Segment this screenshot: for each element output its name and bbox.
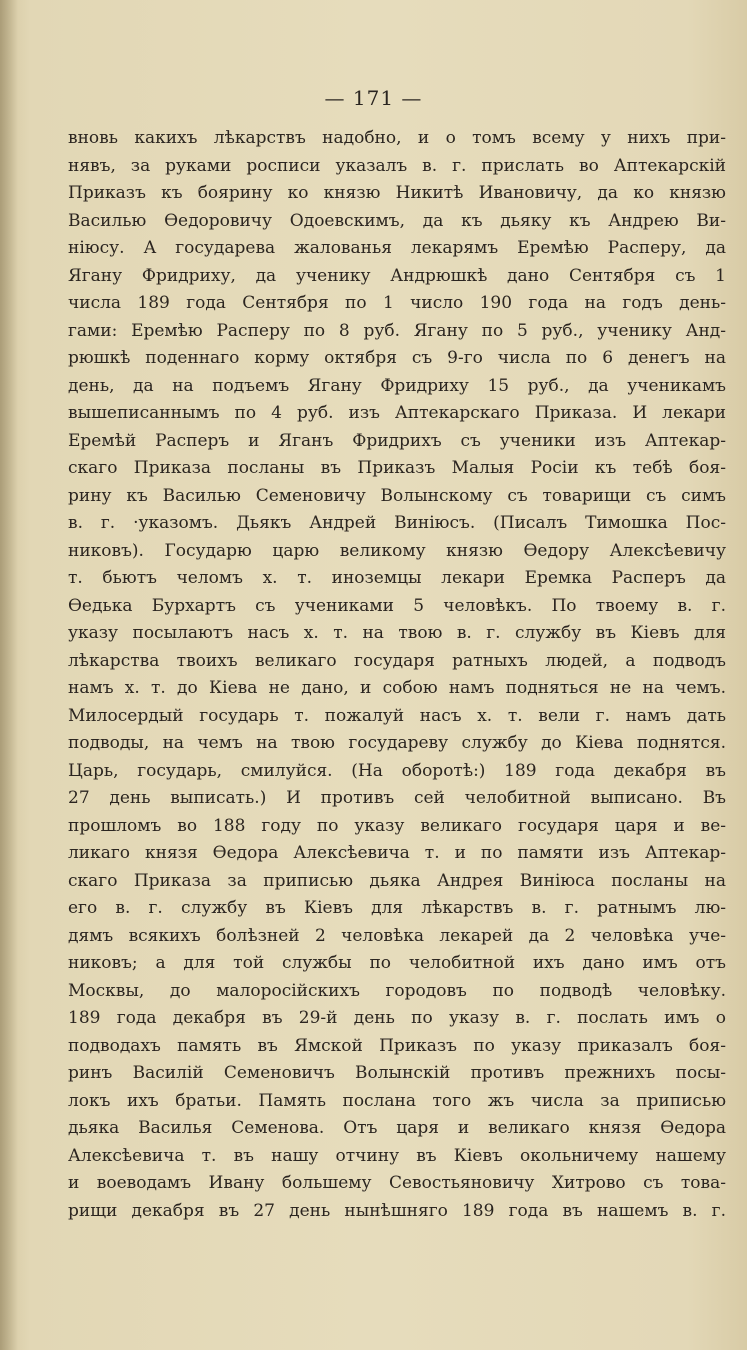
text-line: Москвы, до малоросійскихъ городовъ по подводѣ человѣку.	[68, 980, 726, 1001]
text-line: гами: Еремѣю Расперу по 8 руб. Ягану по 5 руб., ученику Анд-	[68, 320, 726, 341]
page-number: — 171 —	[324, 86, 423, 110]
text-line: его в. г. службу въ Кіевъ для лѣкарствъ в. г. ратнымъ лю-	[68, 898, 726, 918]
text-line: скаго Приказа за приписью дьяка Андрея Виніюса посланы на	[68, 870, 726, 891]
text-line: Василью Ѳедоровичу Одоевскимъ, да къ дьяку къ Андрею Ви-	[68, 210, 726, 231]
text-line: никовъ; а для той службы по челобитной ихъ дано имъ отъ	[68, 953, 726, 973]
text-line: рюшкѣ поденнаго корму октября съ 9-го числа по 6 денегъ на	[68, 348, 726, 368]
text-line: т. бьютъ челомъ х. т. иноземцы лекари Еремка Расперъ да	[68, 568, 726, 588]
text-line: дьяка Василья Семенова. Отъ царя и великаго князя Ѳедора	[68, 1118, 726, 1138]
text-line: нявъ, за руками росписи указалъ в. г. прислать во Аптекарскій	[68, 155, 726, 176]
text-line: скаго Приказа посланы въ Приказъ Малыя Росіи къ тебѣ боя-	[68, 458, 726, 478]
text-line: 189 года декабря въ 29-й день по указу в. г. послать имъ о	[68, 1008, 726, 1028]
text-line: Еремѣй Расперъ и Яганъ Фридрихъ съ ученики изъ Аптекар-	[68, 430, 726, 451]
text-line: локъ ихъ братьи. Память послана того жъ числа за приписью	[68, 1090, 726, 1111]
text-line: вновь какихъ лѣкарствъ надобно, и о томъ всему у нихъ при-	[68, 128, 726, 148]
text-line: прошломъ во 188 году по указу великаго государя царя и ве-	[68, 815, 726, 836]
text-line: Милосердый государь т. пожалуй насъ х. т. вели г. намъ дать	[68, 705, 726, 726]
text-line: ніюсу. А государева жалованья лекарямъ Еремѣю Расперу, да	[68, 238, 726, 258]
text-line: в. г. ·указомъ. Дьякъ Андрей Виніюсъ. (Писалъ Тимошка Пос-	[68, 513, 726, 533]
text-line: намъ х. т. до Кіева не дано, и собою намъ подняться не на чемъ.	[68, 678, 726, 698]
text-line: лѣкарства твоихъ великаго государя ратныхъ людей, а подводъ	[68, 650, 726, 671]
text-line: Алексѣевича т. въ нашу отчину въ Кіевъ окольничему нашему	[68, 1145, 726, 1166]
text-line: день, да на подъемъ Ягану Фридриху 15 руб., да ученикамъ	[68, 375, 726, 396]
text-line: указу посылаютъ насъ х. т. на твою в. г. службу въ Кіевъ для	[68, 623, 726, 643]
text-line: Царь, государь, смилуйся. (На оборотѣ:) 189 года декабря въ	[68, 760, 726, 781]
text-line: ринъ Василій Семеновичъ Волынскій противъ прежнихъ посы-	[68, 1063, 726, 1083]
text-line: дямъ всякихъ болѣзней 2 человѣка лекарей да 2 человѣка уче-	[68, 925, 726, 946]
text-line: вышеписаннымъ по 4 руб. изъ Аптекарскаго Приказа. И лекари	[68, 403, 726, 423]
text-line: Ягану Фридриху, да ученику Андрюшкѣ дано Сентября съ 1	[68, 265, 726, 286]
text-line: никовъ). Государю царю великому князю Ѳедору Алексѣевичу	[68, 540, 726, 561]
text-line: числа 189 года Сентября по 1 число 190 года на годъ день-	[68, 293, 726, 313]
text-line: ликаго князя Ѳедора Алексѣевича т. и по памяти изъ Аптекар-	[68, 843, 726, 863]
text-line: рищи декабря въ 27 день нынѣшняго 189 года въ нашемъ в. г.	[68, 1200, 726, 1221]
text-line: рину къ Василью Семеновичу Волынскому съ товарищи съ симъ	[68, 485, 726, 506]
text-line: Ѳедька Бурхартъ съ учениками 5 человѣкъ. По твоему в. г.	[68, 595, 726, 616]
text-line: и воеводамъ Ивану большему Севостьяновичу Хитрово съ това-	[68, 1173, 726, 1193]
text-line: подводахъ память въ Ямской Приказъ по указу приказалъ боя-	[68, 1035, 726, 1056]
body-text	[68, 125, 726, 1225]
text-line: подводы, на чемъ на твою государеву службу до Кіева поднятся.	[68, 733, 726, 753]
text-line: Приказъ къ боярину ко князю Никитѣ Ивановичу, да ко князю	[68, 183, 726, 203]
binding-shadow	[0, 0, 18, 1350]
text-line: 27 день выписать.) И противъ сей челобитной выписано. Въ	[68, 788, 726, 808]
